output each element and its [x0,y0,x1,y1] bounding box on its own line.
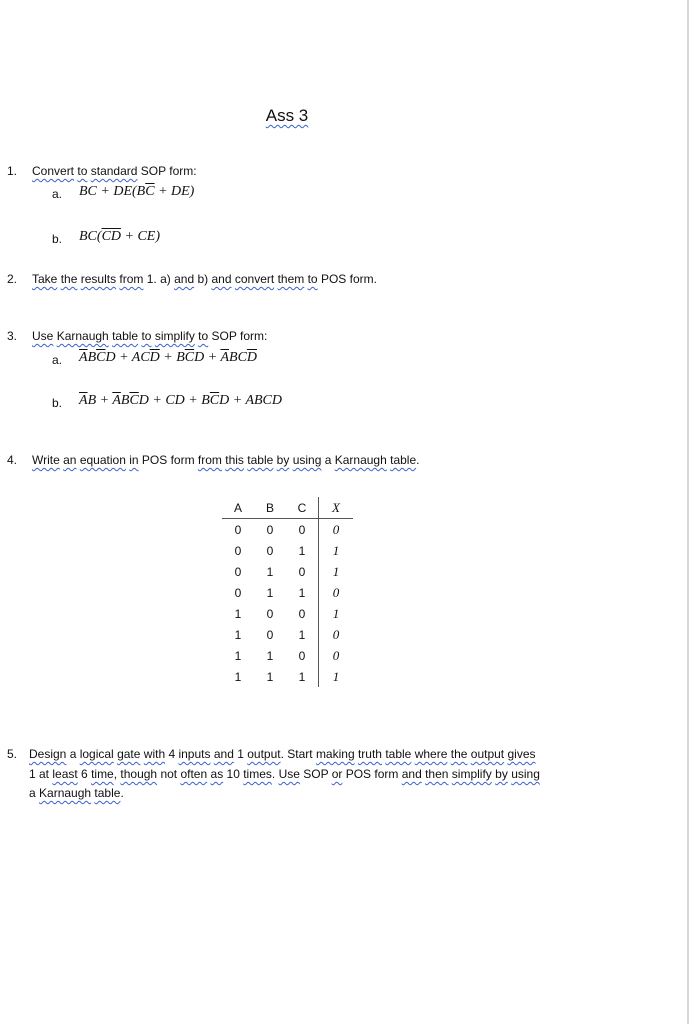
cell: 0 [266,543,274,558]
truth-table-header [222,497,353,519]
cell: 0 [319,645,354,666]
q3a-expression: $\overline{A}B\overline{C}D + AC\overline{D} + B\overline{C}D + \overline{A}BC\overline{D}$ [79,350,258,365]
q3b-expression: $\overline{A}B + \overline{A}B\overline{C}D$ + CD + $B\overline{C}D$ + ABCD [79,393,282,408]
q2-text: Take the results from 1. a) and b) and convert them to POS form. [32,272,377,286]
cell: 0 [319,582,354,603]
cell: 1 [319,561,354,582]
q3-number: 3. [7,329,18,343]
q5-text-line3: a Karnaugh table. [29,786,124,800]
cell: 1 [266,648,274,663]
q1-number: 1. [7,164,18,178]
cell: 0 [266,606,274,621]
cell: 1 [319,540,354,561]
q2-number: 2. [7,272,18,286]
q3a-label: a. [52,353,63,367]
cell: 1 [266,669,274,684]
cell: 1 [234,606,242,621]
cell: 1 [234,648,242,663]
cell: 0 [234,543,242,558]
cell: 0 [266,522,274,537]
table-row [222,561,353,582]
cell: 1 [298,669,306,684]
table-row [222,582,353,603]
cell: 0 [298,564,306,579]
q1a-label: a. [52,187,63,201]
cell: 1 [298,543,306,558]
header-x: X [319,497,354,519]
cell: 0 [298,606,306,621]
cell: 1 [266,564,274,579]
cell: 1 [298,627,306,642]
cell: 1 [298,585,306,600]
q1a-expression: BC + $DE(B\overline{C} + DE)$ [79,184,195,199]
q4-text: Write an equation in POS form from this table by using a Karnaugh table. [32,453,420,467]
cell: 0 [319,624,354,645]
cell: 0 [234,585,242,600]
q1-text: Convert to standard SOP form: [32,164,197,178]
table-row [222,624,353,645]
table-row [222,645,353,666]
q5-text-line2: 1 at least 6 time, though not often as 10 times. Use SOP or POS form and then simplify by using [29,767,540,781]
cell: 1 [319,603,354,624]
cell: 1 [234,627,242,642]
cell: 0 [234,522,242,537]
cell: 1 [234,669,242,684]
cell: 1 [319,666,354,687]
q3b-label: b. [52,396,63,410]
cell: 0 [234,564,242,579]
q1b-label: b. [52,232,63,246]
table-row [222,666,353,687]
cell: 1 [266,585,274,600]
cell: 0 [298,648,306,663]
q4-number: 4. [7,453,18,467]
page-title: Ass 3 [265,106,309,125]
truth-table [222,497,353,687]
q3-text: Use Karnaugh table to simplify to SOP form: [32,329,268,343]
cell: 0 [266,627,274,642]
header-a: A [222,497,254,519]
q5-text-line1: Design a logical gate with 4 inputs and 1 output. Start making truth table where the output gives [29,747,536,761]
header-b: B [254,497,286,519]
header-c: C [286,497,319,519]
table-row [222,540,353,561]
q1b-expression: $BC(\overline{CD} + CE)$ [79,229,161,244]
cell: 0 [298,522,306,537]
table-row [222,603,353,624]
cell: 0 [319,519,354,541]
q5-number: 5. [7,747,18,761]
table-row [222,519,353,541]
